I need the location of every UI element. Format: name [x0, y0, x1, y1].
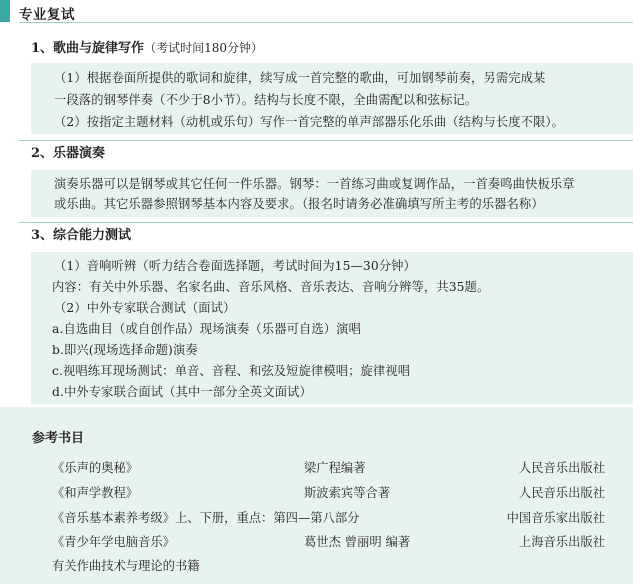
section-3-line-5: b.即兴(现场选择命题)演奏: [52, 343, 198, 357]
section-2-number: 2、: [31, 146, 54, 161]
section-2-body: [31, 170, 633, 217]
section-2-divider: [19, 222, 633, 223]
section-3-body: [31, 252, 633, 404]
section-1-heading: [31, 37, 263, 59]
section-1-divider: [19, 140, 633, 141]
reference-author: 葛世杰 曾丽明 编著: [304, 535, 411, 549]
section-3-line-4: a.自选曲目（或自创作品）现场演奏（乐器可自选）演唱: [52, 322, 361, 336]
reference-item: [0, 483, 633, 503]
section-3-line-7: d.中外专家联合面试（其中一部分全英文面试）: [52, 385, 312, 399]
reference-publisher: 上海音乐出版社: [518, 535, 605, 549]
section-1-number: 1、: [31, 41, 54, 56]
reference-item: [0, 458, 633, 478]
section-1-note: （考试时间180分钟）: [144, 41, 263, 55]
section-3-line-6: c.视唱练耳现场测试：单音、音程、和弦及短旋律模唱；旋律视唱: [52, 364, 411, 378]
reference-title: 有关作曲技术与理论的书籍: [52, 559, 200, 573]
reference-publisher: 中国音乐家出版社: [506, 511, 605, 525]
reference-item: [0, 508, 633, 528]
reference-item: [0, 532, 633, 552]
reference-title: 《青少年学电脑音乐》: [52, 535, 175, 549]
section-2-line-1: 演奏乐器可以是钢琴或其它任何一件乐器。钢琴：一首练习曲或复调作品，一首奏鸣曲快板乐章: [54, 177, 575, 191]
section-3-line-3: （2）中外专家联合测试（面试）: [54, 301, 236, 315]
reference-title: 《乐声的奥秘》: [52, 461, 139, 475]
section-2-title: 乐器演奏: [53, 146, 106, 161]
section-1-title: 歌曲与旋律写作: [53, 41, 145, 56]
page-title: 专业复试: [19, 7, 75, 23]
section-2-heading: [31, 143, 105, 165]
section-3-line-2: 内容：有关中外乐器、名家名曲、音乐风格、音乐表达、音响分辨等，共35题。: [52, 280, 490, 294]
section-1-line-2: 一段落的钢琴伴奏（不少于8小节）。结构与长度不限，全曲需配以和弦标记。: [54, 93, 478, 107]
references-panel: [0, 407, 633, 584]
section-1-line-1: （1）根据卷面所提供的歌词和旋律，续写成一首完整的歌曲，可加钢琴前奏，另需完成某: [54, 71, 546, 85]
section-3-title: 综合能力测试: [53, 228, 132, 243]
reference-title: 《音乐基本素养考级》上、下册，重点：第四—第八部分: [52, 511, 360, 525]
reference-item: [0, 556, 633, 576]
section-1-body: [31, 63, 633, 134]
title-divider: [19, 22, 633, 23]
title-accent-bar: [0, 0, 10, 22]
reference-author: 梁广程编著: [304, 461, 366, 475]
section-3-line-1: （1）音响听辨（听力结合卷面选择题，考试时间为15—30分钟）: [54, 259, 416, 273]
section-3-heading: [31, 225, 131, 247]
reference-publisher: 人民音乐出版社: [518, 486, 605, 500]
section-1-line-3: （2）按指定主题材料（动机或乐句）写作一首完整的单声部器乐化乐曲（结构与长度不限）。: [54, 115, 565, 129]
section-3-number: 3、: [31, 228, 54, 243]
reference-publisher: 人民音乐出版社: [518, 461, 605, 475]
reference-author: 斯波索宾等合著: [304, 486, 391, 500]
reference-title: 《和声学教程》: [52, 486, 139, 500]
references-title: 参考书目: [32, 431, 85, 446]
section-2-line-2: 或乐曲。其它乐器参照钢琴基本内容及要求。（报名时请务必准确填写所主考的乐器名称）: [54, 197, 544, 211]
